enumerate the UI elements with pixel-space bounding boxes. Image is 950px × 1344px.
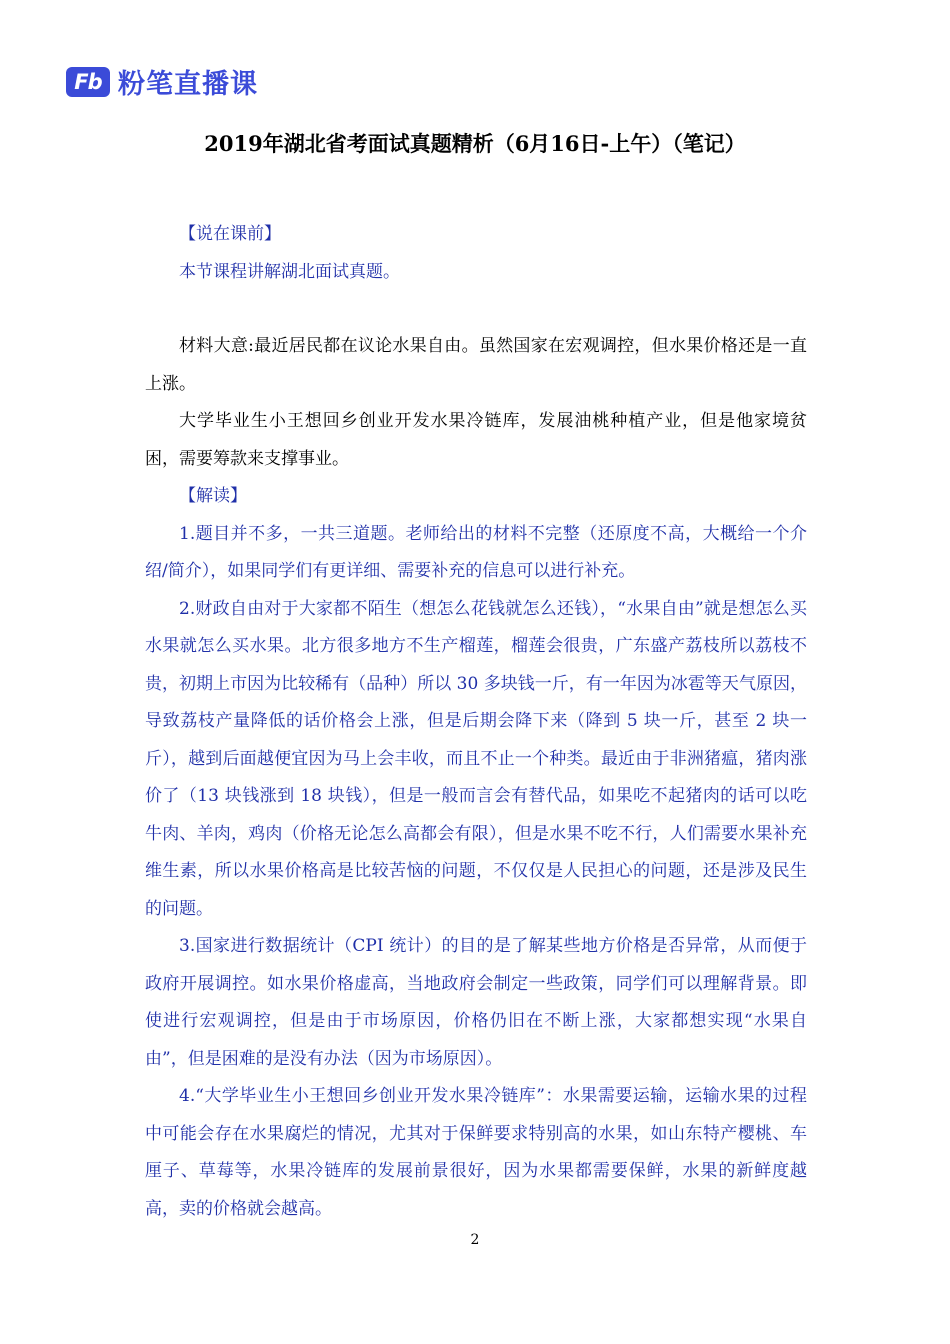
section-gap (145, 291, 807, 328)
brand-logo (66, 62, 258, 101)
material-paragraph-1: 材料大意:最近居民都在议论水果自由。虽然国家在宏观调控，但水果价格还是一直上涨。 (145, 336, 807, 394)
analysis-point-3: 3.国家进行数据统计（CPI 统计）的目的是了解某些地方价格是否异常，从而便于政府开展调控。如水果价格虚高，当地政府会制定一些政策，同学们可以理解背景。即使进行宏观调控，但是由于市场原因，价格仍旧在不断上涨，大家都想实现“水果自由”，但是困难的是没有办法（因为市场原因）。 (145, 936, 807, 1069)
analysis-point-2: 2.财政自由对于大家都不陌生（想怎么花钱就怎么还钱），“水果自由”就是想怎么买水果就怎么买水果。北方很多地方不生产榴莲，榴莲会很贵，广东盛产荔枝所以荔枝不贵，初期上市因为比较稀有（品种）所以 30 多块钱一斤，有一年因为冰雹等天气原因，导致荔枝产量降低的话价格会上涨，但是后期会降下来（降到 5 块一斤，甚至 2 块一斤），越到后面越便宜因为马上会丰收，而且不止一个种类。最近由于非洲猪瘟，猪肉涨价了（13 块钱涨到 18 块钱），但是一般而言会有替代品，如果吃不起猪肉的话可以吃牛肉、羊肉，鸡肉（价格无论怎么高都会有限），但是水果不吃不行，人们需要水果补充维生素，所以水果价格高是比较苦恼的问题，不仅仅是人民担心的问题，还是涉及民生的问题。 (145, 598, 807, 919)
intro-heading: 【说在课前】 (179, 224, 281, 244)
brand-name: 粉笔直播课 (118, 69, 258, 100)
page-number: 2 (470, 1232, 480, 1248)
fb-logo-icon: Fb (66, 67, 110, 97)
analysis-heading: 【解读】 (179, 486, 247, 506)
analysis-point-4: 4.“大学毕业生小王想回乡创业开发水果冷链库”：水果需要运输，运输水果的过程中可能会存在水果腐烂的情况，尤其对于保鲜要求特别高的水果，如山东特产樱桃、车厘子、草莓等，水果冷链库的发展前景很好，因为水果都需要保鲜，水果的新鲜度越高，卖的价格就会越高。 (145, 1086, 807, 1219)
document-body (145, 216, 807, 1228)
material-paragraph-2: 大学毕业生小王想回乡创业开发水果冷链库，发展油桃种植产业，但是他家境贫困，需要筹款来支撑事业。 (145, 411, 807, 469)
intro-text: 本节课程讲解湖北面试真题。 (179, 261, 400, 282)
analysis-point-1: 1.题目并不多，一共三道题。老师给出的材料不完整（还原度不高，大概给一个介绍/简介），如果同学们有更详细、需要补充的信息可以进行补充。 (145, 523, 807, 581)
document-title: 2019年湖北省考面试真题精析（6月16日-上午）（笔记） (204, 131, 746, 156)
